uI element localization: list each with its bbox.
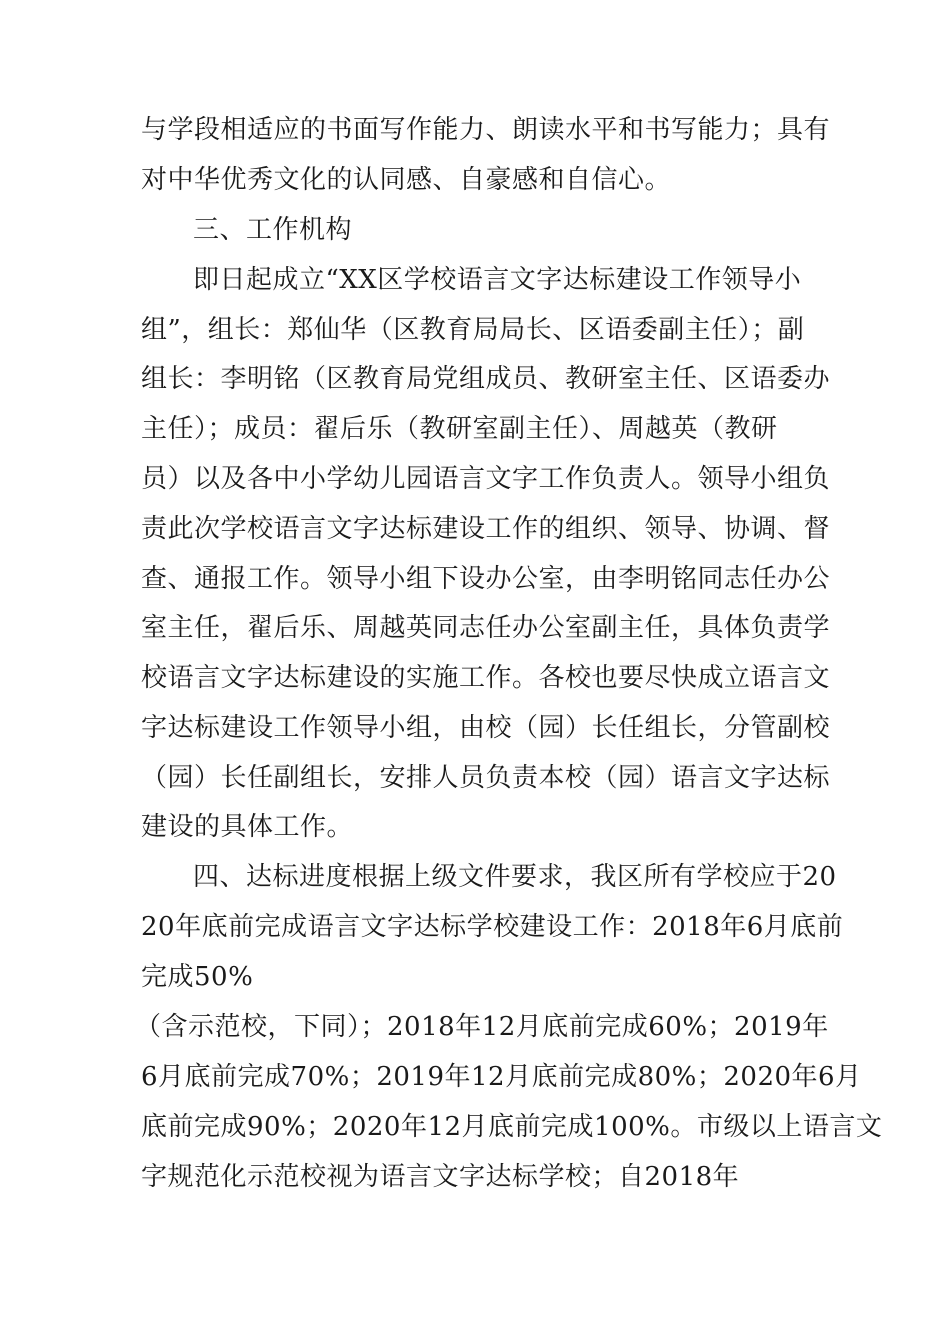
text-line: 责此次学校语言文字达标建设工作的组织、领导、协调、督 (141, 514, 831, 544)
text-line: 查、通报工作。领导小组下设办公室，由李明铭同志任办公 (141, 564, 831, 594)
text-line: 室主任，翟后乐、周越英同志任办公室副主任，具体负责学 (141, 613, 831, 643)
text-line: 组”，组长：郑仙华（区教育局局长、区语委副主任）；副 (141, 315, 805, 345)
text-line: 字达标建设工作领导小组，由校（园）长任组长，分管副校 (141, 713, 831, 743)
section-heading: 三、工作机构 (193, 215, 353, 245)
text-line: 底前完成90%；2020年12月底前完成100%。市级以上语言文 (141, 1112, 883, 1142)
text-line: 完成50% (141, 962, 254, 992)
text-line: 建设的具体工作。 (141, 812, 354, 842)
text-line: 字规范化示范校视为语言文字达标学校；自2018年 (141, 1162, 740, 1192)
text-line: 校语言文字达标建设的实施工作。各校也要尽快成立语言文 (141, 663, 831, 693)
text-line: 组长：李明铭（区教育局党组成员、教研室主任、区语委办 (141, 364, 831, 394)
text-line: （含示范校，下同）；2018年12月底前完成60%；2019年 (135, 1012, 829, 1042)
text-line: 即日起成立“XX区学校语言文字达标建设工作领导小 (193, 265, 802, 295)
text-line: 员）以及各中小学幼儿园语言文字工作负责人。领导小组负 (141, 464, 831, 494)
section-heading: 四、达标进度根据上级文件要求，我区所有学校应于20 (193, 862, 837, 892)
text-line: 主任）；成员：翟后乐（教研室副主任）、周越英（教研 (141, 414, 778, 444)
text-line: 6月底前完成70%；2019年12月底前完成80%；2020年6月 (141, 1062, 862, 1092)
text-line: 与学段相适应的书面写作能力、朗读水平和书写能力；具有 (141, 115, 831, 145)
text-line: 20年底前完成语言文字达标学校建设工作：2018年6月底前 (141, 912, 844, 942)
text-line: 对中华优秀文化的认同感、自豪感和自信心。 (141, 165, 672, 195)
text-line: （园）长任副组长，安排人员负责本校（园）语言文字达标 (141, 763, 831, 793)
